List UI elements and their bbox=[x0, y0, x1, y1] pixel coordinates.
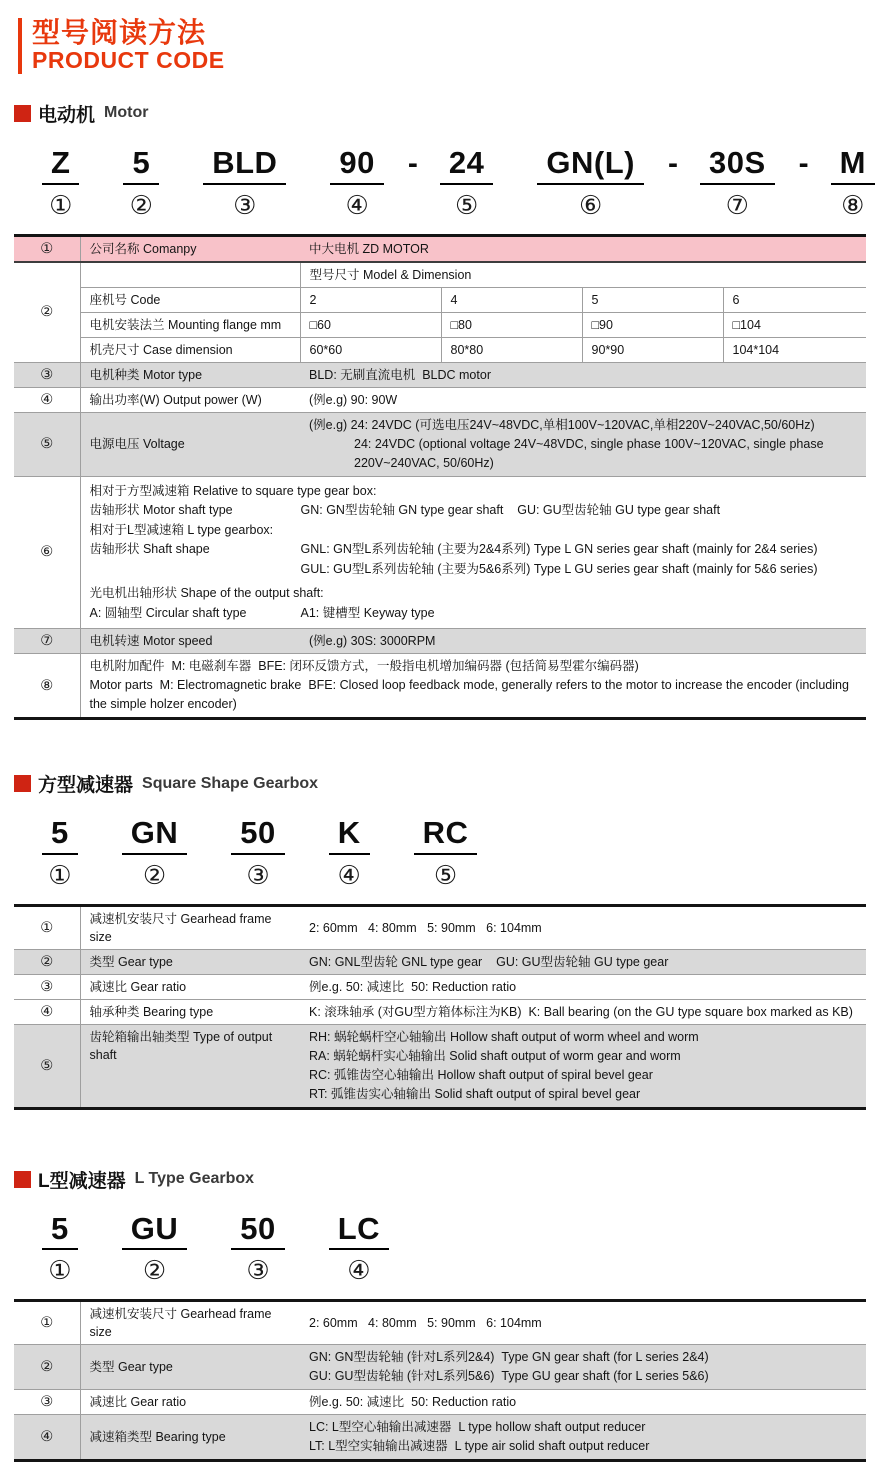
table-row bbox=[14, 1024, 866, 1108]
code-circled-number: ② bbox=[129, 189, 153, 220]
row-label: 电机安装法兰 Mounting flange mm bbox=[89, 317, 282, 332]
section-square-title-cn: 方型减速器 bbox=[38, 775, 134, 797]
row-number: ⑧ bbox=[14, 654, 80, 719]
code-text: RC bbox=[414, 817, 478, 855]
code-dash: - bbox=[407, 146, 418, 180]
table-row bbox=[14, 949, 866, 974]
row-number: ① bbox=[14, 905, 80, 949]
row-value: 中大电机 ZD MOTOR bbox=[309, 241, 429, 256]
l-type-code-row bbox=[14, 1210, 866, 1286]
code-segment bbox=[330, 144, 383, 220]
value-line: RA: 蜗轮蜗杆实心轴输出 Solid shaft output of worm gear and worm bbox=[309, 1048, 681, 1063]
table-row bbox=[14, 235, 866, 262]
row-label: 轴承种类 Bearing type bbox=[89, 1004, 214, 1019]
code-segment bbox=[231, 817, 284, 888]
row-label: 减速箱类型 Bearing type bbox=[89, 1430, 226, 1445]
code-circled-number: ③ bbox=[246, 859, 270, 890]
detail-line: 相对于方型减速箱 Relative to square type gear box: bbox=[89, 483, 377, 498]
red-square-bullet-icon bbox=[14, 1171, 31, 1188]
code-segment bbox=[831, 144, 875, 220]
value-line: GU: GU型齿轮轴 (针对L系列5&6) Type GU gear shaft (for L series 5&6) bbox=[309, 1369, 709, 1384]
row-label: 齿轮箱输出轴类型 Type of output shaft bbox=[89, 1029, 273, 1062]
row-label: 电机种类 Motor type bbox=[89, 367, 203, 382]
code-segment bbox=[700, 144, 775, 220]
section-motor-title-en: Motor bbox=[104, 104, 149, 122]
value-line: RT: 弧锥齿实心轴输出 Solid shaft output of spiral bevel gear bbox=[309, 1086, 641, 1101]
cell-value: □104 bbox=[723, 312, 866, 337]
row-label: 座机号 Code bbox=[89, 292, 161, 307]
code-text: K bbox=[329, 817, 370, 855]
cell-value: 4 bbox=[441, 287, 582, 312]
code-dash: - bbox=[667, 146, 678, 180]
row-value bbox=[300, 1024, 866, 1108]
row-number: ③ bbox=[14, 362, 80, 387]
value-line: (例e.g) 24: 24VDC (可选电压24V~48VDC,单相100V~120VAC,单相220V~240VAC,50/60Hz) bbox=[309, 417, 815, 432]
row-number: ② bbox=[14, 1345, 80, 1390]
row-value: 2: 60mm 4: 80mm 5: 90mm 6: 104mm bbox=[309, 920, 542, 935]
code-circled-number: ① bbox=[48, 859, 72, 890]
code-circled-number: ③ bbox=[246, 1255, 270, 1286]
row-value: (例e.g) 30S: 3000RPM bbox=[309, 634, 436, 649]
code-segment bbox=[42, 144, 79, 220]
code-circled-number: ② bbox=[142, 859, 167, 890]
row-number: ② bbox=[14, 262, 80, 363]
square-gearbox-code-row bbox=[14, 817, 866, 888]
code-circled-number: ④ bbox=[347, 1255, 371, 1286]
value-line: RH: 蜗轮蜗杆空心轴输出 Hollow shaft output of worm wheel and worm bbox=[309, 1029, 699, 1044]
code-circled-number: ⑤ bbox=[454, 189, 479, 220]
cell-value: 104*104 bbox=[723, 337, 866, 362]
table-row bbox=[14, 262, 866, 288]
code-segment bbox=[329, 1210, 389, 1286]
row-value: BLD: 无刷直流电机 BLDC motor bbox=[309, 367, 491, 382]
section-motor-heading bbox=[14, 100, 866, 127]
page-title-en: PRODUCT CODE bbox=[32, 47, 225, 74]
table-row bbox=[14, 362, 866, 387]
code-text: LC bbox=[329, 1213, 389, 1251]
code-circled-number: ⑧ bbox=[841, 189, 865, 220]
square-gearbox-spec-table bbox=[14, 904, 866, 1110]
value-line: RC: 弧锥齿空心轴输出 Hollow shaft output of spiral bevel gear bbox=[309, 1067, 653, 1082]
code-dash: - bbox=[798, 146, 809, 180]
section-square-title-en: Square Shape Gearbox bbox=[142, 774, 319, 792]
row-value: 例e.g. 50: 减速比 50: Reduction ratio bbox=[309, 1395, 517, 1410]
row-label bbox=[80, 262, 300, 288]
red-square-bullet-icon bbox=[14, 105, 31, 122]
row-number: ⑦ bbox=[14, 629, 80, 654]
section-ltype-title-en: L Type Gearbox bbox=[134, 1170, 255, 1188]
row-number: ③ bbox=[14, 974, 80, 999]
detail-label bbox=[90, 560, 301, 580]
cell-value: 80*80 bbox=[441, 337, 582, 362]
row-number: ② bbox=[14, 949, 80, 974]
code-segment bbox=[122, 817, 188, 888]
row-label: 减速机安装尺寸 Gearhead frame size bbox=[89, 911, 272, 944]
code-segment bbox=[414, 817, 478, 888]
page-title-cn: 型号阅读方法 bbox=[32, 17, 207, 48]
row-number: ① bbox=[14, 1301, 80, 1345]
table-row bbox=[14, 629, 866, 654]
row-value: 2: 60mm 4: 80mm 5: 90mm 6: 104mm bbox=[309, 1316, 542, 1331]
code-text: 30S bbox=[700, 147, 775, 185]
table-row bbox=[14, 387, 866, 412]
code-text: Z bbox=[42, 147, 79, 185]
table-row bbox=[14, 654, 866, 719]
row-label: 减速机安装尺寸 Gearhead frame size bbox=[89, 1307, 272, 1340]
row-value: (例e.g) 90: 90W bbox=[309, 392, 398, 407]
table-row bbox=[14, 337, 866, 362]
code-segment bbox=[42, 817, 78, 888]
code-circled-number: ① bbox=[49, 189, 73, 220]
code-text: 5 bbox=[42, 817, 78, 855]
code-text: GU bbox=[122, 1213, 188, 1251]
code-circled-number: ③ bbox=[233, 189, 257, 220]
row-number: ④ bbox=[14, 387, 80, 412]
row-number: ⑤ bbox=[14, 1024, 80, 1108]
code-circled-number: ④ bbox=[337, 859, 361, 890]
row-label: 减速比 Gear ratio bbox=[89, 979, 187, 994]
value-line: 电机附加配件 M: 电磁刹车器 BFE: 闭环反馈方式，一般指电机增加编码器 (包括简易型霍尔编码器) bbox=[89, 659, 639, 674]
code-segment bbox=[231, 1210, 284, 1286]
value-line: GN: GN型齿轮轴 (针对L系列2&4) Type GN gear shaft (for L series 2&4) bbox=[309, 1350, 709, 1365]
table-row bbox=[14, 287, 866, 312]
row-detail bbox=[80, 476, 866, 629]
shaft-type-detail bbox=[90, 480, 858, 626]
table-row bbox=[14, 1415, 866, 1461]
row-label: 类型 Gear type bbox=[89, 954, 173, 969]
table-row bbox=[14, 974, 866, 999]
code-text: 90 bbox=[330, 147, 383, 185]
cell-value: 6 bbox=[723, 287, 866, 312]
table-row bbox=[14, 1301, 866, 1345]
row-label: 电机转速 Motor speed bbox=[89, 634, 213, 649]
row-value: K: 滚珠轴承 (对GU型方箱体标注为KB) K: Ball bearing (on the GU type square box marked as KB) bbox=[309, 1004, 853, 1019]
code-segment bbox=[123, 144, 159, 220]
row-value bbox=[300, 1345, 866, 1390]
value-line: 24: 24VDC (optional voltage 24V~48VDC, single phase 100V~120VAC, single phase 220V~240VAC, 50/60Hz) bbox=[354, 436, 824, 470]
value-line: LC: L型空心轴输出减速器 L type hollow shaft output reducer bbox=[309, 1420, 646, 1435]
value-line: Motor parts M: Electromagnetic brake BFE: Closed loop feedback mode, generally refers to the motor to increase the encoder (including the simple holzer encoder) bbox=[89, 678, 849, 712]
row-value bbox=[300, 1415, 866, 1461]
row-number: ④ bbox=[14, 999, 80, 1024]
code-text: M bbox=[831, 147, 875, 185]
section-l-type-gearbox-heading bbox=[14, 1166, 866, 1193]
red-square-bullet-icon bbox=[14, 775, 31, 792]
detail-label: A: 圆轴型 Circular shaft type bbox=[89, 605, 247, 620]
table-row bbox=[14, 905, 866, 949]
detail-line: 相对于L型减速箱 L type gearbox: bbox=[89, 522, 274, 537]
code-circled-number: ④ bbox=[345, 189, 369, 220]
code-segment bbox=[329, 817, 370, 888]
cell-value: 5 bbox=[582, 287, 723, 312]
code-segment bbox=[42, 1210, 78, 1286]
value-line: LT: L型空实轴输出减速器 L type air solid shaft output reducer bbox=[309, 1439, 650, 1454]
code-text: 50 bbox=[231, 1213, 284, 1251]
code-circled-number: ⑦ bbox=[725, 189, 749, 220]
code-circled-number: ⑤ bbox=[433, 859, 458, 890]
code-segment bbox=[122, 1210, 188, 1286]
code-text: 24 bbox=[440, 147, 493, 185]
cell-value: □90 bbox=[582, 312, 723, 337]
detail-value: GUL: GU型L系列齿轮轴 (主要为5&6系列) Type L GU series gear shaft (mainly for 5&6 series) bbox=[300, 561, 818, 576]
cell-value: □80 bbox=[441, 312, 582, 337]
row-number: ⑤ bbox=[14, 412, 80, 476]
page-title bbox=[18, 18, 866, 74]
code-segment bbox=[440, 144, 493, 220]
row-label: 电源电压 Voltage bbox=[89, 437, 185, 452]
cell-value: 90*90 bbox=[582, 337, 723, 362]
detail-label: 齿轴形状 Shaft shape bbox=[89, 542, 210, 557]
code-text: 5 bbox=[42, 1213, 78, 1251]
row-label: 减速比 Gear ratio bbox=[89, 1395, 187, 1410]
row-label: 公司名称 Comanpy bbox=[89, 241, 197, 256]
table-row bbox=[14, 1345, 866, 1390]
code-segment bbox=[537, 144, 644, 220]
detail-value: GN: GN型齿轮轴 GN type gear shaft GU: GU型齿轮轴 GU type gear shaft bbox=[300, 503, 721, 518]
row-value bbox=[300, 412, 866, 476]
table-row bbox=[14, 412, 866, 476]
detail-label: 齿轴形状 Motor shaft type bbox=[89, 503, 233, 518]
row-number: ⑥ bbox=[14, 476, 80, 629]
cell-value: 60*60 bbox=[300, 337, 441, 362]
code-text: BLD bbox=[203, 147, 286, 185]
detail-value: GNL: GN型L系列齿轮轴 (主要为2&4系列) Type L GN series gear shaft (mainly for 2&4 series) bbox=[300, 542, 818, 557]
section-square-gearbox-heading bbox=[14, 770, 866, 797]
cell-value: □60 bbox=[300, 312, 441, 337]
cell-value: 2 bbox=[300, 287, 441, 312]
code-text: GN(L) bbox=[537, 147, 644, 185]
row-detail bbox=[80, 654, 866, 719]
code-segment bbox=[203, 144, 286, 220]
dimension-header: 型号尺寸 Model & Dimension bbox=[300, 262, 866, 288]
row-value: 例e.g. 50: 减速比 50: Reduction ratio bbox=[309, 979, 517, 994]
code-text: 5 bbox=[123, 147, 159, 185]
code-circled-number: ⑥ bbox=[579, 189, 603, 220]
code-text: GN bbox=[122, 817, 188, 855]
row-value: GN: GNL型齿轮 GNL type gear GU: GU型齿轮轴 GU type gear bbox=[309, 954, 669, 969]
motor-code-row bbox=[14, 144, 866, 220]
detail-value: A1: 键槽型 Keyway type bbox=[300, 605, 435, 620]
row-number: ④ bbox=[14, 1415, 80, 1461]
row-label: 输出功率(W) Output power (W) bbox=[89, 392, 262, 407]
code-text: 50 bbox=[231, 817, 284, 855]
row-number: ③ bbox=[14, 1390, 80, 1415]
table-row bbox=[14, 999, 866, 1024]
section-ltype-title-cn: L型减速器 bbox=[38, 1170, 126, 1192]
table-row bbox=[14, 312, 866, 337]
motor-spec-table bbox=[14, 234, 866, 721]
row-number: ① bbox=[14, 235, 80, 262]
table-row bbox=[14, 476, 866, 629]
detail-line: 光电机出轴形状 Shape of the output shaft: bbox=[89, 586, 324, 601]
code-circled-number: ② bbox=[142, 1255, 167, 1286]
code-circled-number: ① bbox=[48, 1255, 72, 1286]
section-motor-title-cn: 电动机 bbox=[38, 104, 96, 126]
row-label: 类型 Gear type bbox=[89, 1360, 173, 1375]
row-label: 机壳尺寸 Case dimension bbox=[89, 342, 233, 357]
table-row bbox=[14, 1390, 866, 1415]
